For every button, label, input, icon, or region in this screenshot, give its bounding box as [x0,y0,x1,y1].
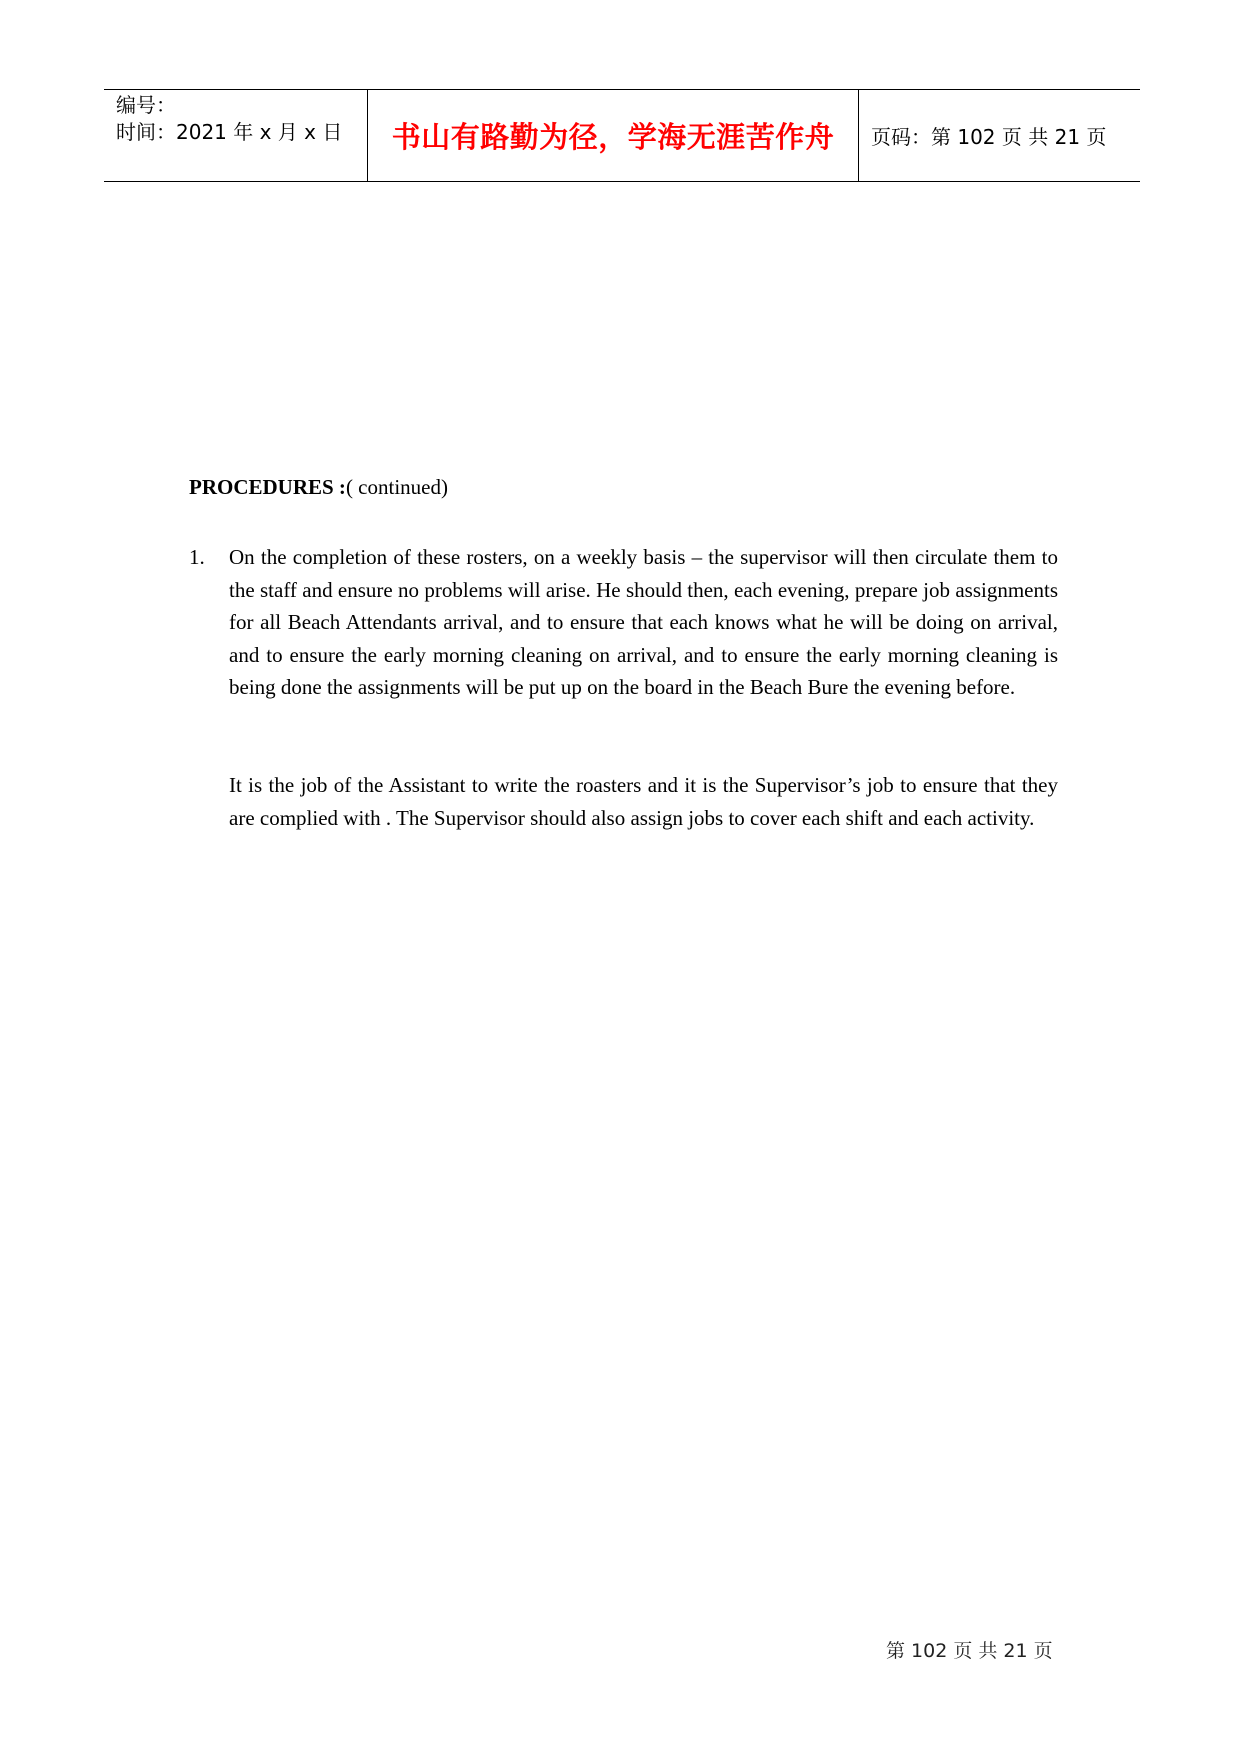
paragraph-assistant-job: It is the job of the Assistant to write the roasters and it is the Supervisor’s job to ensure that they are complied with . The Supervisor should also assign jobs to cover each shift and each activity. [229,773,1058,830]
section-heading-bold: PROCEDURES : [189,475,346,499]
header-page-info: 页码：第 102 页 共 21 页 [871,125,1107,149]
document-number-label: 编号： [116,93,176,117]
paragraph-rosters: On the completion of these rosters, on a weekly basis – the supervisor will then circulate them to the staff and ensure no problems will arise. He should then, each evening, prepare job assignments for all Beach Attendants arrival, and to ensure that each knows what he will be doing on arrival, and to ensure the early morning cleaning on arrival, and to ensure the early morning cleaning is being done the assignments will be put up on the board in the Beach Bure the evening before. [229,545,1058,700]
header-motto: 书山有路勤为径，学海无涯苦作舟 [391,120,835,154]
page-header [104,89,1140,182]
header-meta-cell [104,90,368,181]
document-date: 时间：2021 年 x 月 x 日 [116,120,343,144]
section-heading [189,475,448,500]
page-footer: 第 102 页 共 21 页 [886,1640,1053,1662]
section-heading-suffix: ( continued) [345,475,448,499]
header-motto-cell [368,90,859,181]
list-item-number: 1. [189,545,205,569]
header-page-cell [859,90,1140,181]
